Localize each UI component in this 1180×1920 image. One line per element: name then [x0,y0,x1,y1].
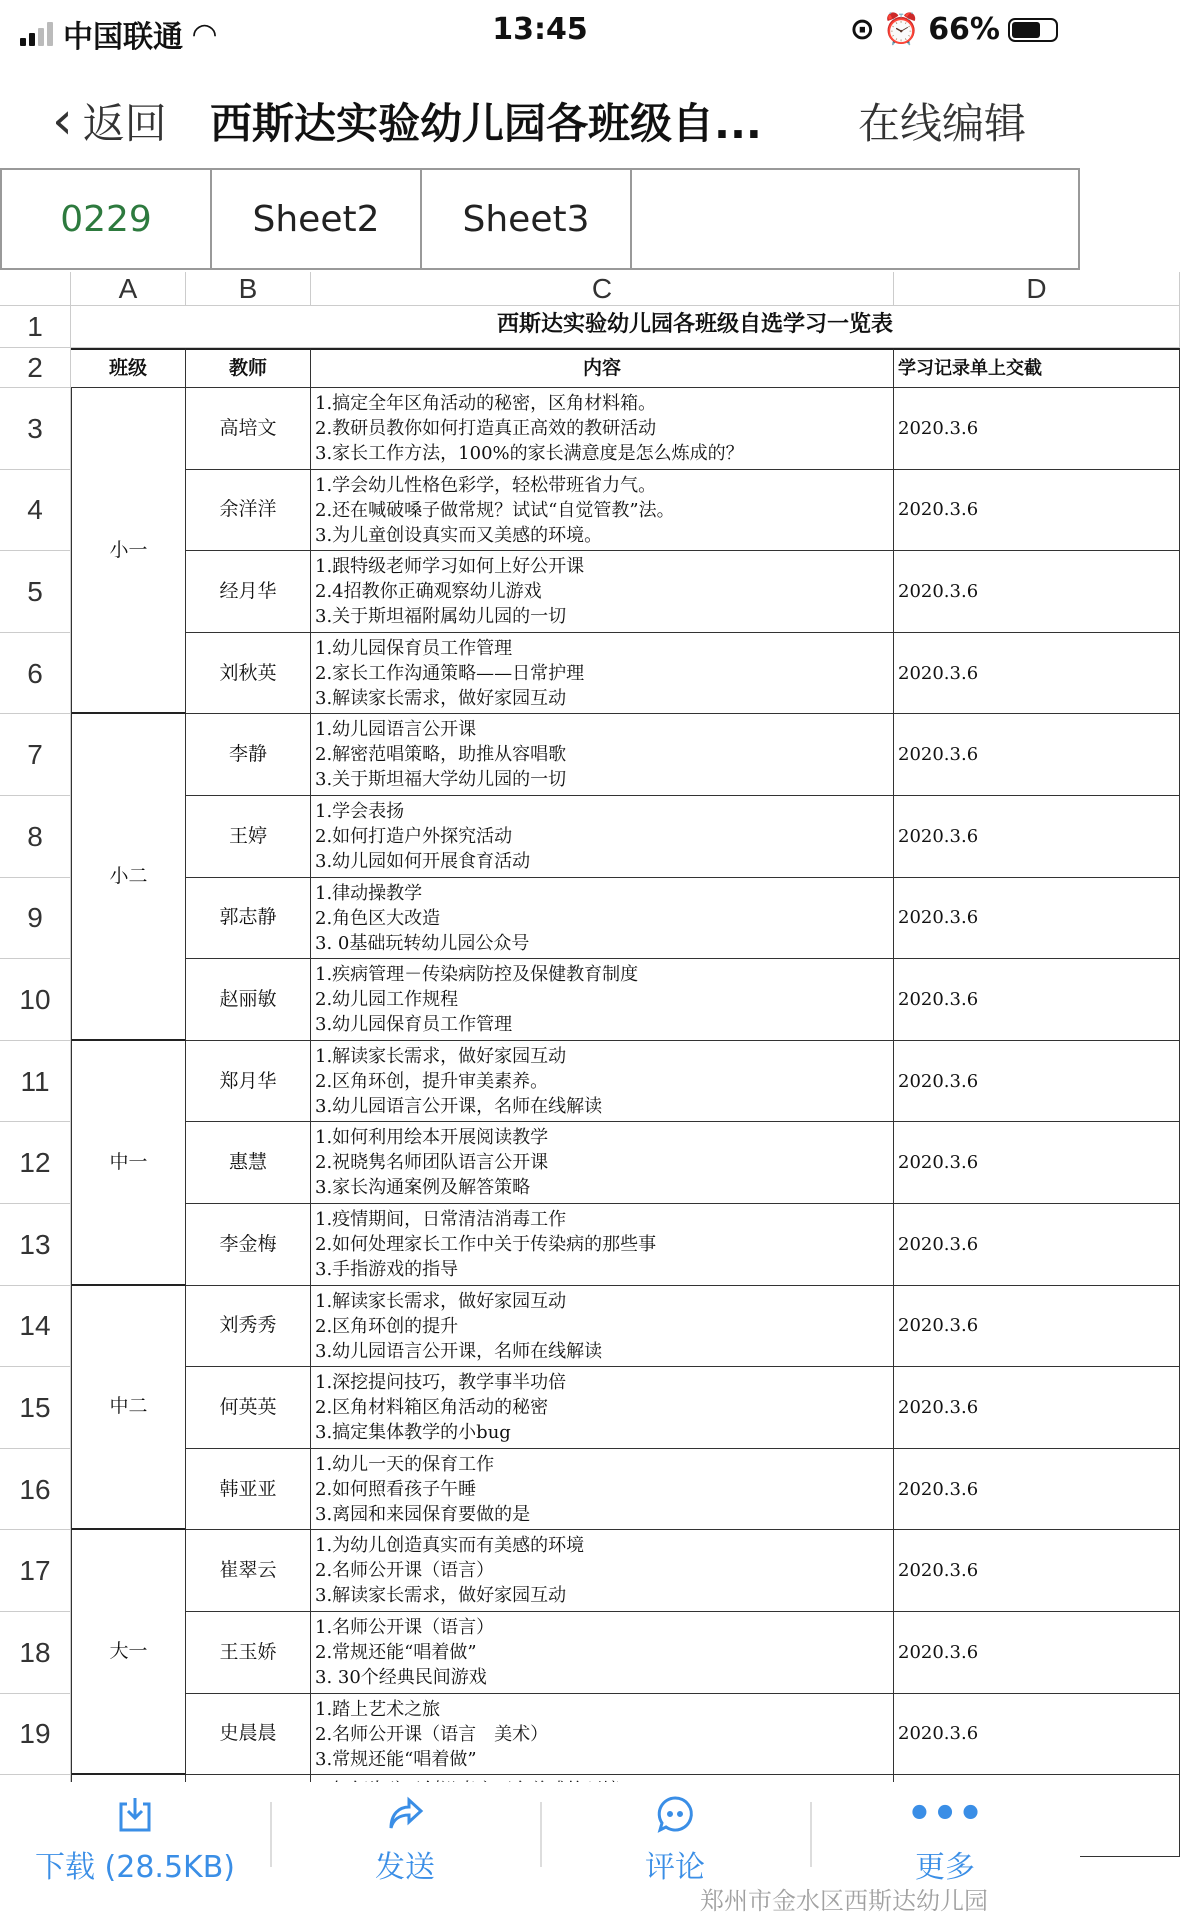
content-line: 1.名师公开课（语言） [315,1617,495,1638]
content-line: 1.疫情期间，日常清洁消毒工作 [315,1209,567,1230]
content-line: 1.律动操教学 [315,882,423,904]
column-header-d[interactable]: D [894,272,1180,306]
deadline-cell[interactable]: 2020.3.6 [894,1204,1180,1286]
corner-cell[interactable] [0,272,71,306]
content-line: 2.区角环创，提升审美素养。 [315,1070,549,1092]
watermark: 郑州市金水区西斯达幼儿园 [700,1887,988,1915]
content-line: 1.学会幼儿性格色彩学，轻松带班省力气。 [315,474,657,496]
content-line: 3.解读家长需求，做好家园互动 [315,1585,567,1607]
content-cell[interactable] [311,1530,894,1612]
teacher-cell[interactable]: 高培文 [186,388,311,470]
teacher-cell[interactable]: 惠慧 [186,1122,311,1204]
row-header[interactable]: 19 [0,1694,71,1776]
row-header[interactable]: 2 [0,348,71,388]
comment-label: 评论 [645,1850,705,1885]
spreadsheet-grid[interactable] [0,272,1080,1782]
row-header[interactable]: 1 [0,306,71,348]
content-cell[interactable] [311,1204,894,1286]
content-line: 1.跟特级老师学习如何上好公开课 [315,556,585,578]
content-line: 2.如何处理家长工作中关于传染病的那些事 [315,1234,657,1255]
class-cell[interactable]: 大一 [71,1530,186,1775]
content-cell[interactable] [311,1041,894,1123]
battery-percent: 66% [928,12,1000,47]
content-cell[interactable] [311,1694,894,1776]
comment-button[interactable] [540,1782,810,1885]
content-line: 3.家长工作方法，100%的家长满意度是怎么炼成的？ [315,443,744,464]
content-line: 2.解密范唱策略，助推从容唱歌 [315,744,567,766]
back-label: 返回 [82,99,167,148]
content-line: 1.搞定全年区角活动的秘密，区角材料箱。 [315,393,657,414]
wifi-icon: ◠ [193,16,217,52]
row-header[interactable]: 17 [0,1530,71,1612]
deadline-cell[interactable]: 2020.3.6 [894,878,1180,960]
content-line: 3.常规还能“唱着做” [315,1748,477,1770]
content-line: 1.学会表扬 [315,801,405,822]
signal-icon [20,22,53,46]
content-line: 3.离园和来园保育要做的是 [315,1503,531,1525]
bottom-toolbar [0,1782,1080,1885]
row-header[interactable]: 8 [0,796,71,878]
class-cell[interactable]: 中一 [71,1041,186,1286]
content-line: 2.幼儿园工作规程 [315,989,459,1011]
row-header[interactable]: 7 [0,714,71,796]
back-button[interactable] [52,91,167,151]
deadline-cell[interactable]: 2020.3.6 [894,1530,1180,1612]
teacher-cell[interactable]: 王玉娇 [186,1612,311,1694]
teacher-cell[interactable]: 郑月华 [186,1041,311,1123]
header-deadline[interactable]: 学习记录单上交截 [894,348,1180,388]
rotation-lock-icon: ⊙ [849,12,875,47]
more-button[interactable] [810,1782,1080,1885]
content-cell[interactable] [311,1449,894,1531]
status-bar [0,0,1080,73]
content-line: 3.搞定集体教学的小bug [315,1422,511,1444]
row-header[interactable]: 14 [0,1286,71,1368]
content-line: 2.如何照看孩子午睡 [315,1478,477,1500]
content-line: 1.为幼儿创造真实而有美感的环境 [315,1535,585,1557]
teacher-cell[interactable]: 余洋洋 [186,470,311,552]
sheet-title-text: 西斯达实验幼儿园各班级自选学习一览表 [497,311,894,337]
content-cell[interactable] [311,878,894,960]
content-line: 3.家长沟通案例及解答策略 [315,1177,531,1199]
content-cell[interactable] [311,633,894,715]
row-header[interactable]: 18 [0,1612,71,1694]
content-line: 2.如何打造户外探究活动 [315,826,513,847]
content-line: 2.常规还能“唱着做” [315,1642,477,1663]
online-edit-button[interactable]: 在线编辑 [857,99,1026,148]
teacher-cell[interactable]: 崔翠云 [186,1530,311,1612]
deadline-cell[interactable]: 2020.3.6 [894,1694,1180,1776]
battery-icon [1008,18,1058,42]
column-header-c[interactable]: C [311,272,894,306]
content-cell[interactable] [311,1286,894,1368]
content-line: 3.关于斯坦福大学幼儿园的一切 [315,769,567,791]
page-title: 西斯达实验幼儿园各班级自... [210,99,762,148]
content-line: 3.解读家长需求，做好家园互动 [315,687,567,709]
column-header-b[interactable]: B [186,272,311,306]
content-line: 1.幼儿一天的保育工作 [315,1453,495,1475]
deadline-cell[interactable]: 2020.3.6 [894,1041,1180,1123]
send-button[interactable] [270,1782,540,1885]
content-line: 2.角色区大改造 [315,907,441,929]
content-cell[interactable] [311,714,894,796]
carrier: 中国联通 [63,20,183,55]
deadline-cell[interactable]: 2020.3.6 [894,388,1180,470]
tab-sheet3[interactable]: Sheet3 [420,170,630,268]
content-line: 1.幼儿园语言公开课 [315,719,477,741]
class-cell[interactable]: 小二 [71,714,186,1040]
content-line: 2.教研员教你如何打造真正高效的教研活动 [315,418,657,439]
row-header[interactable]: 12 [0,1122,71,1204]
deadline-cell[interactable]: 2020.3.6 [894,796,1180,878]
download-icon [115,1794,155,1834]
content-line: 2.区角材料箱区角活动的秘密 [315,1397,549,1419]
deadline-cell[interactable]: 2020.3.6 [894,1286,1180,1368]
deadline-cell[interactable]: 2020.3.6 [894,959,1180,1041]
content-line: 2.祝晓隽名师团队语言公开课 [315,1152,549,1174]
content-line: 2.名师公开课（语言） [315,1560,495,1582]
content-line: 3.为儿童创设真实而又美感的环境。 [315,524,603,546]
content-line: 2.还在喊破嗓子做常规？试试“自觉管教”法。 [315,499,675,521]
header-teacher[interactable]: 教师 [186,348,311,388]
teacher-cell[interactable]: 何英英 [186,1367,311,1449]
row-header[interactable]: 10 [0,959,71,1041]
content-line: 3.幼儿园如何开展食育活动 [315,851,531,872]
tab-empty [630,170,1078,268]
content-line: 2.家长工作沟通策略——日常护理 [315,662,585,684]
deadline-cell[interactable]: 2020.3.6 [894,1367,1180,1449]
clock: 13:45 [492,12,588,47]
class-cell[interactable]: 中二 [71,1286,186,1531]
deadline-cell[interactable]: 2020.3.6 [894,1449,1180,1531]
sheet-tabs [0,168,1080,270]
nav-bar [0,73,1080,163]
send-label: 发送 [375,1850,435,1885]
content-line: 1.深挖提问技巧，教学事半功倍 [315,1372,567,1394]
row-header[interactable]: 13 [0,1204,71,1286]
content-line: 1.疾病管理－传染病防控及保健教育制度 [315,964,639,986]
teacher-cell[interactable]: 李金梅 [186,1204,311,1286]
content-line: 3.幼儿园保育员工作管理 [315,1014,513,1036]
row-header[interactable]: 4 [0,470,71,552]
content-line: 3.幼儿园语言公开课，名师在线解读 [315,1095,603,1117]
teacher-cell[interactable]: 韩亚亚 [186,1449,311,1531]
row-header[interactable]: 6 [0,633,71,715]
chevron-left-icon: ‹ [52,91,73,151]
row-header[interactable]: 3 [0,388,71,470]
deadline-cell[interactable]: 2020.3.6 [894,633,1180,715]
content-cell[interactable] [311,388,894,470]
content-line: 3. 30个经典民间游戏 [315,1667,487,1688]
teacher-cell[interactable]: 刘秀秀 [186,1286,311,1368]
deadline-cell[interactable]: 2020.3.6 [894,1122,1180,1204]
teacher-cell[interactable]: 郭志静 [186,878,311,960]
row-header[interactable]: 15 [0,1367,71,1449]
alarm-icon: ⏰ [882,12,921,47]
content-line: 3. 0基础玩转幼儿园公众号 [315,932,530,954]
teacher-cell[interactable]: 赵丽敏 [186,959,311,1041]
content-cell[interactable] [311,1122,894,1204]
content-cell[interactable] [311,1612,894,1694]
content-line: 2.4招教你正确观察幼儿游戏 [315,581,542,603]
deadline-cell[interactable]: 2020.3.6 [894,1612,1180,1694]
content-cell[interactable] [311,551,894,633]
row-header[interactable]: 11 [0,1041,71,1123]
content-line: 1.解读家长需求，做好家园互动 [315,1290,567,1312]
header-class[interactable]: 班级 [71,348,186,388]
content-line: 2.区角环创的提升 [315,1315,459,1337]
content-cell[interactable] [311,470,894,552]
header-content[interactable]: 内容 [311,348,894,388]
teacher-cell[interactable]: 王婷 [186,796,311,878]
deadline-cell[interactable]: 2020.3.6 [894,470,1180,552]
content-line: 3.手指游戏的指导 [315,1259,459,1280]
teacher-cell[interactable]: 刘秋英 [186,633,311,715]
content-line: 2.名师公开课（语言 美术） [315,1723,549,1745]
comment-icon [655,1794,695,1834]
tab-0229[interactable]: 0229 [0,170,210,268]
content-line: 1.解读家长需求，做好家园互动 [315,1045,567,1067]
teacher-cell[interactable]: 经月华 [186,551,311,633]
content-line: 1.踏上艺术之旅 [315,1698,441,1720]
download-button[interactable] [0,1782,270,1885]
content-line: 3.关于斯坦福附属幼儿园的一切 [315,606,567,628]
more-label: 更多 [915,1850,975,1885]
tab-sheet2[interactable]: Sheet2 [210,170,420,268]
content-cell[interactable] [311,959,894,1041]
content-line: 1.幼儿园保育员工作管理 [315,637,513,659]
more-dots-icon: ••• [906,1791,984,1837]
column-header-a[interactable]: A [71,272,186,306]
deadline-cell[interactable]: 2020.3.6 [894,714,1180,796]
content-line: 1.如何利用绘本开展阅读教学 [315,1127,549,1149]
row-header[interactable]: 9 [0,878,71,960]
content-line: 3.幼儿园语言公开课，名师在线解读 [315,1340,603,1362]
sheet-title[interactable] [71,306,1180,348]
content-cell[interactable] [311,796,894,878]
deadline-cell[interactable]: 2020.3.6 [894,551,1180,633]
share-arrow-icon [385,1794,425,1834]
row-header[interactable]: 5 [0,551,71,633]
content-cell[interactable] [311,1367,894,1449]
teacher-cell[interactable]: 李静 [186,714,311,796]
download-label: 下载 (28.5KB) [35,1850,235,1885]
teacher-cell[interactable]: 史晨晨 [186,1694,311,1776]
row-header[interactable]: 16 [0,1449,71,1531]
class-cell[interactable]: 小一 [71,388,186,714]
